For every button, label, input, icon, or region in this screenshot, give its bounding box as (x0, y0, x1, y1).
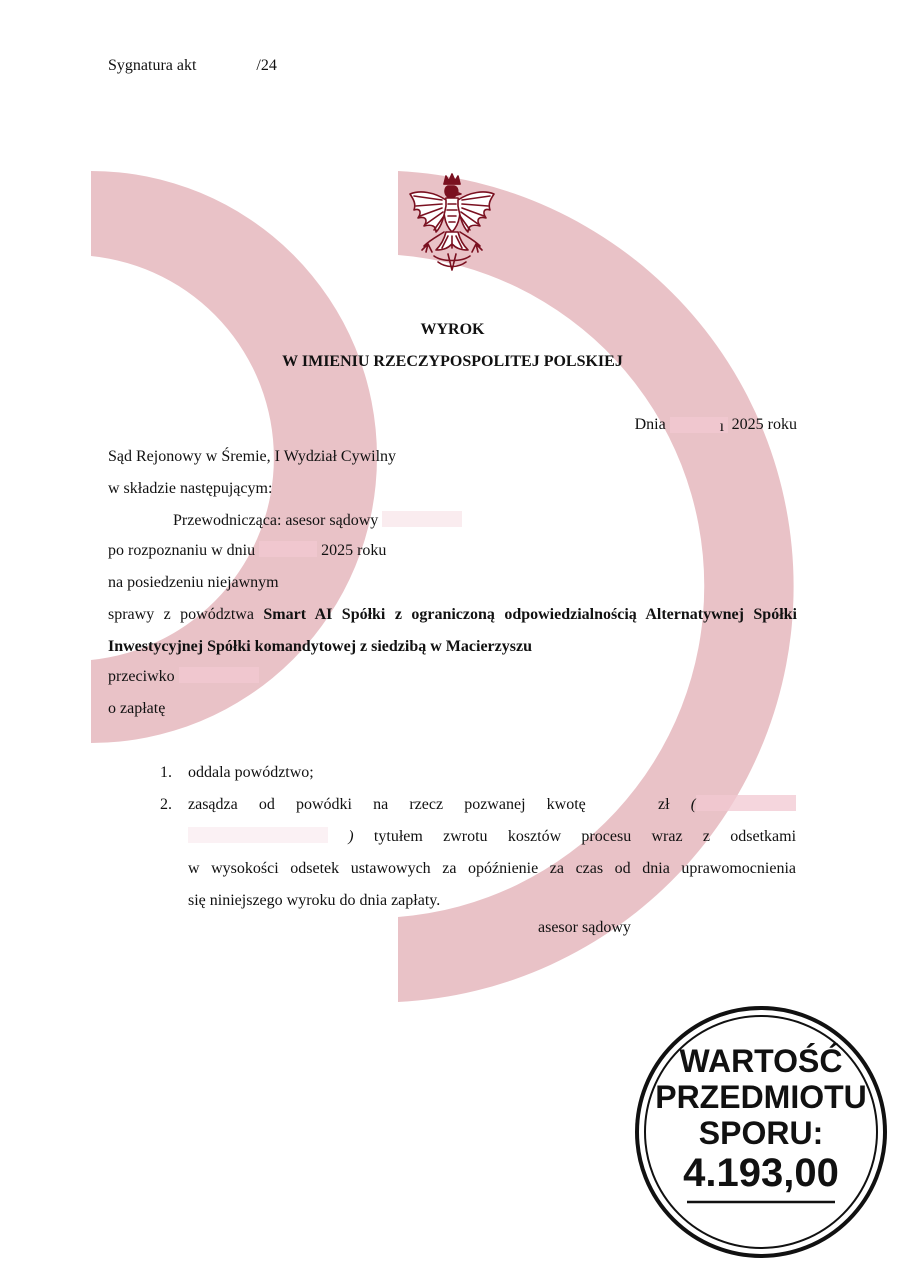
case-signature (108, 56, 277, 76)
case-subject: o zapłatę (108, 700, 166, 717)
ruling-item-line: w wysokości odsetek ustawowych za opóźnienie za czas od dnia uprawomocnienia (188, 860, 796, 877)
polish-eagle-icon (404, 170, 500, 274)
case-parties (108, 599, 797, 663)
judgment-date (635, 415, 797, 435)
judgment-subtitle: W IMIENIU RZECZYPOSPOLITEJ POLSKIEJ (282, 353, 623, 370)
hearing-date (108, 541, 386, 561)
session-type: na posiedzeniu niejawnym (108, 574, 279, 591)
judgment-title: WYROK (420, 321, 485, 338)
chair-label: Przewodnicząca: asesor sądowy (173, 512, 379, 529)
signature-suffix: /24 (256, 57, 277, 74)
ruling-item-1 (160, 757, 800, 789)
redacted-amount-words (696, 795, 796, 811)
redacted-hearing-date (259, 541, 317, 557)
ruling-item-number: 2. (160, 796, 172, 813)
hearing-prefix: po rozpoznaniu w dniu (108, 542, 256, 559)
redacted-name (382, 511, 462, 527)
composition-label: w składzie następującym: (108, 480, 273, 497)
date-suffix: 2025 roku (731, 416, 797, 433)
ruling-list (160, 757, 800, 917)
assessor-signature: asesor sądowy (538, 919, 631, 936)
ruling-item-number: 1. (160, 764, 172, 781)
hearing-suffix: 2025 roku (321, 542, 387, 559)
redacted-amount-words-cont (188, 827, 328, 843)
case-prefix: sprawy z powództwa (108, 606, 254, 623)
ruling-item-line: się niniejszego wyroku do dnia zapłaty. (188, 892, 441, 909)
stamp-line-1: WARTOŚĆ (679, 1043, 843, 1079)
chair-person (173, 511, 462, 531)
against-label: przeciwko (108, 668, 175, 685)
ruling-item-line: ) tytułem zwrotu kosztów procesu wraz z odsetkami (188, 821, 796, 853)
plaintiff-name: Smart AI Spółki z ograniczoną odpowiedzialnością Alternatywnej Spółki Inwestycyjnej Spółki komandytowej z siedzibą w Macierzyszu (108, 606, 797, 655)
ruling-item-text: oddala powództwo; (188, 764, 314, 781)
date-prefix: Dnia (634, 416, 666, 433)
stamp-value: 4.193,00 (683, 1151, 839, 1195)
redacted-date: ı (670, 417, 728, 433)
dispute-value-stamp (633, 1004, 889, 1260)
stamp-line-2: PRZEDMIOTU (655, 1079, 867, 1115)
ruling-item-line: zasądza od powódki na rzecz pozwanej kwotę zł ( (188, 789, 796, 821)
signature-prefix: Sygnatura akt (108, 57, 197, 74)
court-name: Sąd Rejonowy w Śremie, I Wydział Cywilny (108, 448, 397, 465)
ruling-item-2 (160, 789, 800, 917)
redacted-defendant (179, 667, 259, 683)
defendant-line (108, 667, 259, 687)
stamp-line-3: SPORU: (698, 1115, 824, 1151)
